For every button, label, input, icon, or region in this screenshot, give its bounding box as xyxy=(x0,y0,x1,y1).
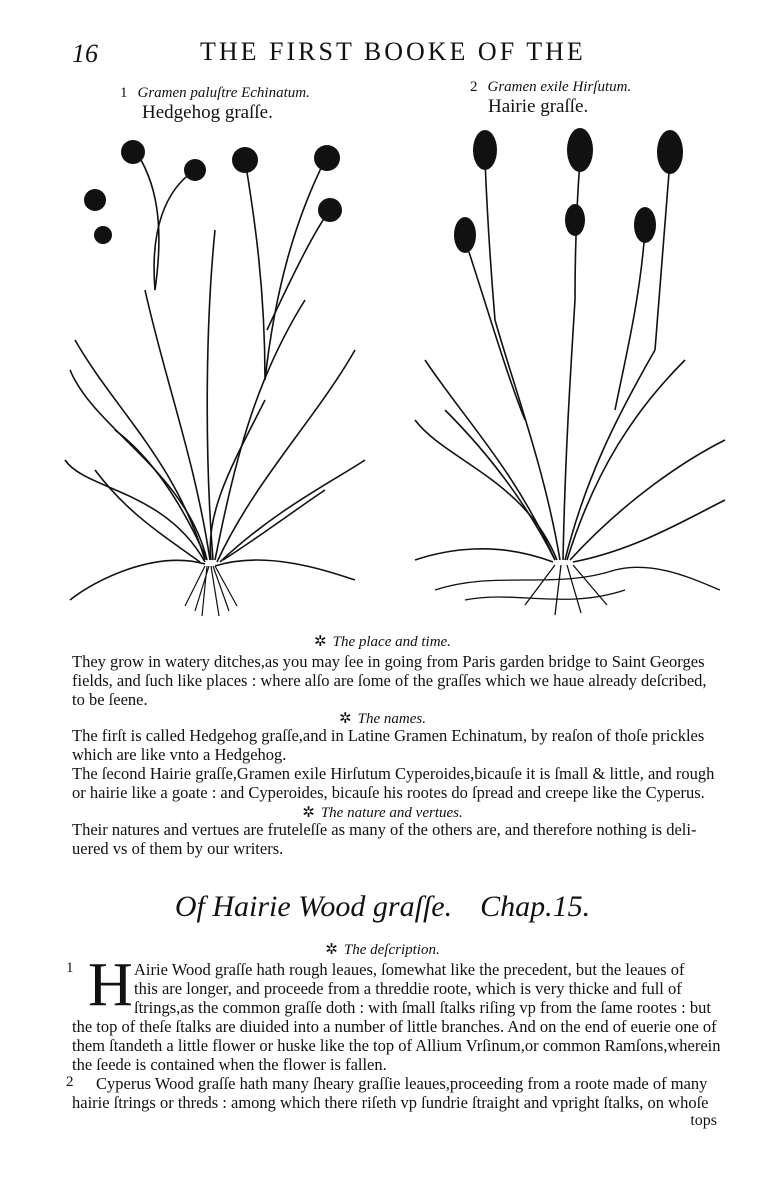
description-item-2-text xyxy=(96,1074,727,1093)
drop-cap: H xyxy=(88,951,133,1019)
figure-2-latin-name: Gramen exile Hirſutum. xyxy=(487,79,632,95)
description-item-1-text xyxy=(72,1017,727,1074)
figure-2-common-name: Hairie graſſe. xyxy=(488,96,589,117)
text-line: which are like vnto a Hedgehog. xyxy=(72,745,287,764)
asterism-icon: ✲ xyxy=(339,711,352,727)
text-line: The firſt is called Hedgehog graſſe,and in Latine Gramen Echinatum, by reaſon of thoſe prickles xyxy=(72,726,705,745)
chapter-title xyxy=(0,890,765,924)
running-title: THE FIRST BOOKE OF THE xyxy=(200,37,586,66)
description-item-1-indented xyxy=(134,960,727,1017)
hedgehog-grass-illustration xyxy=(55,130,385,630)
page-header xyxy=(0,33,765,73)
nature-text xyxy=(72,820,727,858)
text-line: ſtrings,as the common graſſe doth : with ſmall ſtalks riſing vp from the ſame rootes : but xyxy=(134,998,711,1017)
figure-2-caption xyxy=(470,78,631,118)
text-line: They grow in watery ditches,as you may ſee in going from Paris garden bridge to Saint Georges xyxy=(72,652,705,671)
text-line: Their natures and vertues are fruteleſſe as many of the others are, and therefore nothing is deli- xyxy=(72,820,697,839)
page-number: 16 xyxy=(72,39,98,68)
text-line: Cyperus Wood graſſe hath many ſheary graſſie leaues,proceeding from a roote made of many xyxy=(96,1074,708,1093)
figure-1-caption xyxy=(120,84,310,124)
figure-2-number: 2 xyxy=(470,79,478,95)
item-2-number: 2 xyxy=(66,1074,74,1090)
asterism-icon: ✲ xyxy=(314,634,327,650)
text-line: fields, and ſuch like places : where alſo are ſome of the graſſes which we haue already deſcribed, xyxy=(72,671,707,690)
hairy-grass-illustration xyxy=(405,120,735,630)
chapter-name: Of Hairie Wood graſſe. xyxy=(174,890,453,923)
text-line: the top of theſe ſtalks are diuided into a number of little branches. And on the end of euerie one of xyxy=(72,1017,717,1036)
text-line: the ſeede is contained when the flower is fallen. xyxy=(72,1055,387,1074)
figure-1-number: 1 xyxy=(120,85,128,101)
catchword: tops xyxy=(690,1112,717,1129)
text-line: hairie ſtrings or threds : among which there riſeth vp ſundrie ſtraight and vpright ſtalks, on whoſe xyxy=(72,1093,709,1112)
text-line: them ſtandeth a little flower or huske like the top of Allium Vrſinum,or common Ramſons,wherein xyxy=(72,1036,721,1055)
figure-1-common-name: Hedgehog graſſe. xyxy=(142,102,273,123)
text-line: uered vs of them by our writers. xyxy=(72,839,284,858)
nature-heading: ✲ The nature and vertues. xyxy=(302,805,463,821)
item-1-number: 1 xyxy=(66,960,74,976)
names-heading: ✲ The names. xyxy=(339,711,426,727)
text-line: this are longer, and proceede from a threddie roote, which is very thicke and full of xyxy=(134,979,682,998)
text-line: to be ſeene. xyxy=(72,690,148,709)
names-text xyxy=(72,726,727,802)
text-line: The ſecond Hairie graſſe,Gramen exile Hirſutum Cyperoides,bicauſe it is ſmall & little, and rough xyxy=(72,764,715,783)
chapter-number: Chap.15. xyxy=(480,890,591,923)
text-line: Airie Wood graſſe hath rough leaues, ſomewhat like the precedent, but the leaues of xyxy=(134,960,685,979)
asterism-icon: ✲ xyxy=(302,805,315,821)
place-and-time-text xyxy=(72,652,727,709)
description-heading: ✲ The deſcription. xyxy=(325,942,440,958)
asterism-icon: ✲ xyxy=(325,942,338,958)
figure-1-latin-name: Gramen paluſtre Echinatum. xyxy=(137,85,310,101)
description-item-2-continued xyxy=(72,1093,727,1112)
place-and-time-heading: ✲ The place and time. xyxy=(314,634,451,650)
text-line: or hairie like a goate : and Cyperoides, bicauſe his rootes do ſpread and creepe like the Cyperus. xyxy=(72,783,705,802)
